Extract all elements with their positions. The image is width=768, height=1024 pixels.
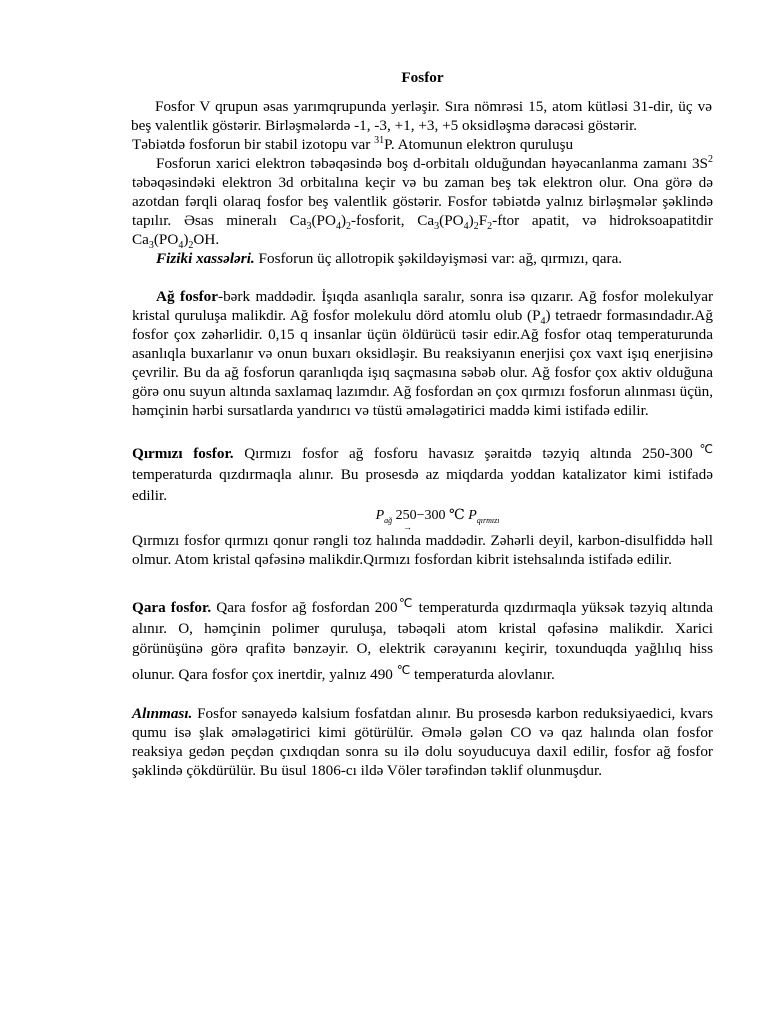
electron-text: Fosforun xarici elektron təbəqəsində boş d-orbitalı olduğundan həyəcanlanma zamanı 3S xyxy=(156,155,708,172)
red-phosphorus-text-3: Qırmızı fosfor qırmızı qonur rəngli toz halında maddədir. Zəhərli deyil, karbon-disulfiddə həll olmur. Atom kristal qəfəsinə malikdir.Qırmızı fosfordan kibrit istehsalında istifadə edilir. xyxy=(132,532,713,568)
eq-reactant-sub: ağ xyxy=(384,515,393,525)
sup-2: 2 xyxy=(708,153,713,165)
eq-reactant: P xyxy=(375,508,385,523)
isotope-text: Təbiətdə fosforun bir stabil izotopu var xyxy=(132,136,375,153)
degree-celsius-symbol: ℃ xyxy=(397,596,414,610)
black-phosphorus-text-3: temperaturda alovlanır. xyxy=(410,665,555,683)
formula-part: (PO xyxy=(311,212,336,229)
spacer xyxy=(132,685,713,704)
production-paragraph xyxy=(132,704,713,780)
spacer xyxy=(132,420,713,439)
isotope-mass: 31 xyxy=(374,134,385,146)
isotope-paragraph xyxy=(132,135,713,154)
sub: 4 xyxy=(540,316,546,328)
black-phosphorus-text-2: temperaturda qızdırmaqla yüksək təzyiq altında alınır. O, həmçinin polimer quruluşa, təbəqəli atom kristal qəfəsinə malikdir. Xarici görünüşünə görə qrafitə bənzəyir. O, elektrik cərəyanını keçirir, toxunduqda yağlılıq hiss olunur. Qara fosfor çox inertdir, yalnız 490 xyxy=(132,599,714,683)
formula-part: ) xyxy=(468,212,474,229)
sub: 2 xyxy=(188,240,194,252)
formula-part: (PO xyxy=(439,212,464,229)
reaction-equation xyxy=(132,506,713,525)
spacer xyxy=(132,268,713,287)
eq-product-sub: qırmızı xyxy=(476,515,500,525)
production-text: Fosfor sənayedə kalsium fosfatdan alınır. Bu prosesdə karbon reduksiyaedici, kvars qumu isə şlak əmələgətirici kimi götürülür. Əmələ gələn CO və qaz halında olan fosfor reaksiya gedən peçdən çıxdıqdan sonra su ilə dolu soyuducuya daxil edilir, fosfor ağ fosfor şəklində çökdürülür. Bu üsul 1806-cı ildə Völer tərəfindən təklif olunmuşdur. xyxy=(132,705,713,779)
white-phosphorus-paragraph xyxy=(132,287,713,420)
degree-celsius-symbol: ℃ xyxy=(692,442,714,456)
red-phosphorus-text-2: temperaturda qızdırmaqla alınır. Bu prosesdə az miqdarda yoddan katalizator kimi istifadə edilir. xyxy=(132,466,713,504)
eq-condition: 250−300 ℃ xyxy=(392,508,469,523)
white-phosphorus-text-2: ) tetraedr formasındadır.Ağ fosfor çox zəhərlidir. 0,15 q insanlar üçün öldürücü təsir edir.Ağ fosfor otaq temperaturunda asanlıqla buxarlanır və onun buxarı oksidləşir. Bu reaksiyanın enerjisi çox vaxt işıq enerjisinə çevrilir. Bu da ağ fosforun qaranlıqda işıq saçmasına səbəb olur. Ağ fosfor çox aktiv olduğuna görə onu suyun altında saxlamaq lazımdır. Ağ fosfordan ən çox qırmızı fosforun alınması üçün, həmçinin hərbi sursatlarda yandırıcı və tüstü əmələgətirici maddə kimi istifadə edilir. xyxy=(132,307,713,419)
isotope-text-end: P. Atomunun elektron quruluşu xyxy=(384,136,574,153)
formula-part: OH. xyxy=(193,231,220,248)
formula-part: -ftor apatit, və hidroksoapatitdir Ca xyxy=(132,212,713,248)
electron-paragraph xyxy=(132,153,713,252)
reaction-arrow: → xyxy=(403,522,412,532)
formula-part: F xyxy=(478,212,488,229)
eq-product: P xyxy=(468,508,477,523)
white-phosphorus-heading: Ağ fosfor xyxy=(156,288,219,305)
sub: 3 xyxy=(148,240,154,252)
sub: 3 xyxy=(434,221,440,233)
sub: 3 xyxy=(306,221,312,233)
white-phosphorus-text: -bərk maddədir. İşıqda asanlıqla saralır, sonra isə qızarır. Ağ fosfor molekulyar kristal quruluşa malikdir. Ağ fosfor molekulu dörd atomlu olub (P xyxy=(132,288,714,324)
sub: 2 xyxy=(346,221,351,233)
sub: 4 xyxy=(335,221,341,233)
intro-text: Fosfor V qrupun əsas yarımqrupunda yerləşir. Sıra nömrəsi 15, atom kütləsi 31-dir, üç və beş valentlik göstərir. Birləşmələrdə -1, -3, +1, +3, +5 oksidləşmə dərəcəsi göstərir. xyxy=(131,98,712,134)
formula-part: (PO xyxy=(153,231,179,248)
sub: 2 xyxy=(473,221,479,233)
physical-properties-heading: Fiziki xassələri. xyxy=(156,250,255,267)
red-phosphorus-text: Qırmızı fosfor ağ fosforu havasız şəraitdə təzyiq altında 250-300 xyxy=(233,445,693,462)
production-heading: Alınması. xyxy=(132,705,193,722)
red-phosphorus-heading: Qırmızı fosfor. xyxy=(132,445,234,462)
formula-part: -fosforit, Ca xyxy=(351,212,435,229)
formula-part: ) xyxy=(340,212,346,229)
black-phosphorus-text: Qara fosfor ağ fosfordan 200 xyxy=(211,599,398,616)
red-phosphorus-paragraph xyxy=(132,439,713,506)
sub: 4 xyxy=(463,221,469,233)
intro-paragraph xyxy=(131,97,712,135)
document-page xyxy=(132,68,713,780)
sub: 4 xyxy=(178,240,184,252)
black-phosphorus-paragraph xyxy=(132,593,713,685)
degree-celsius-symbol: ℃ xyxy=(396,662,411,677)
electron-text-2: təbəqəsindəki elektron 3d orbitalına keçir və bu zaman beş tək elektron olur. Ona görə də azotdan fərqli olaraq fosfor beş valentlik göstərir. Fosfor təbiətdə yalnız birləşmələr şəklində tapılır. Əsas mineralı Ca xyxy=(132,174,713,229)
black-phosphorus-heading: Qara fosfor. xyxy=(132,599,212,616)
sub: 2 xyxy=(487,221,493,233)
physical-properties-paragraph xyxy=(132,249,713,268)
physical-properties-text: Fosforun üç allotropik şəkildəyişməsi var: ağ, qırmızı, qara. xyxy=(254,250,623,267)
red-phosphorus-properties xyxy=(132,531,713,569)
spacer xyxy=(132,569,713,593)
page-title: Fosfor xyxy=(401,69,444,86)
formula-part: ) xyxy=(183,231,189,248)
